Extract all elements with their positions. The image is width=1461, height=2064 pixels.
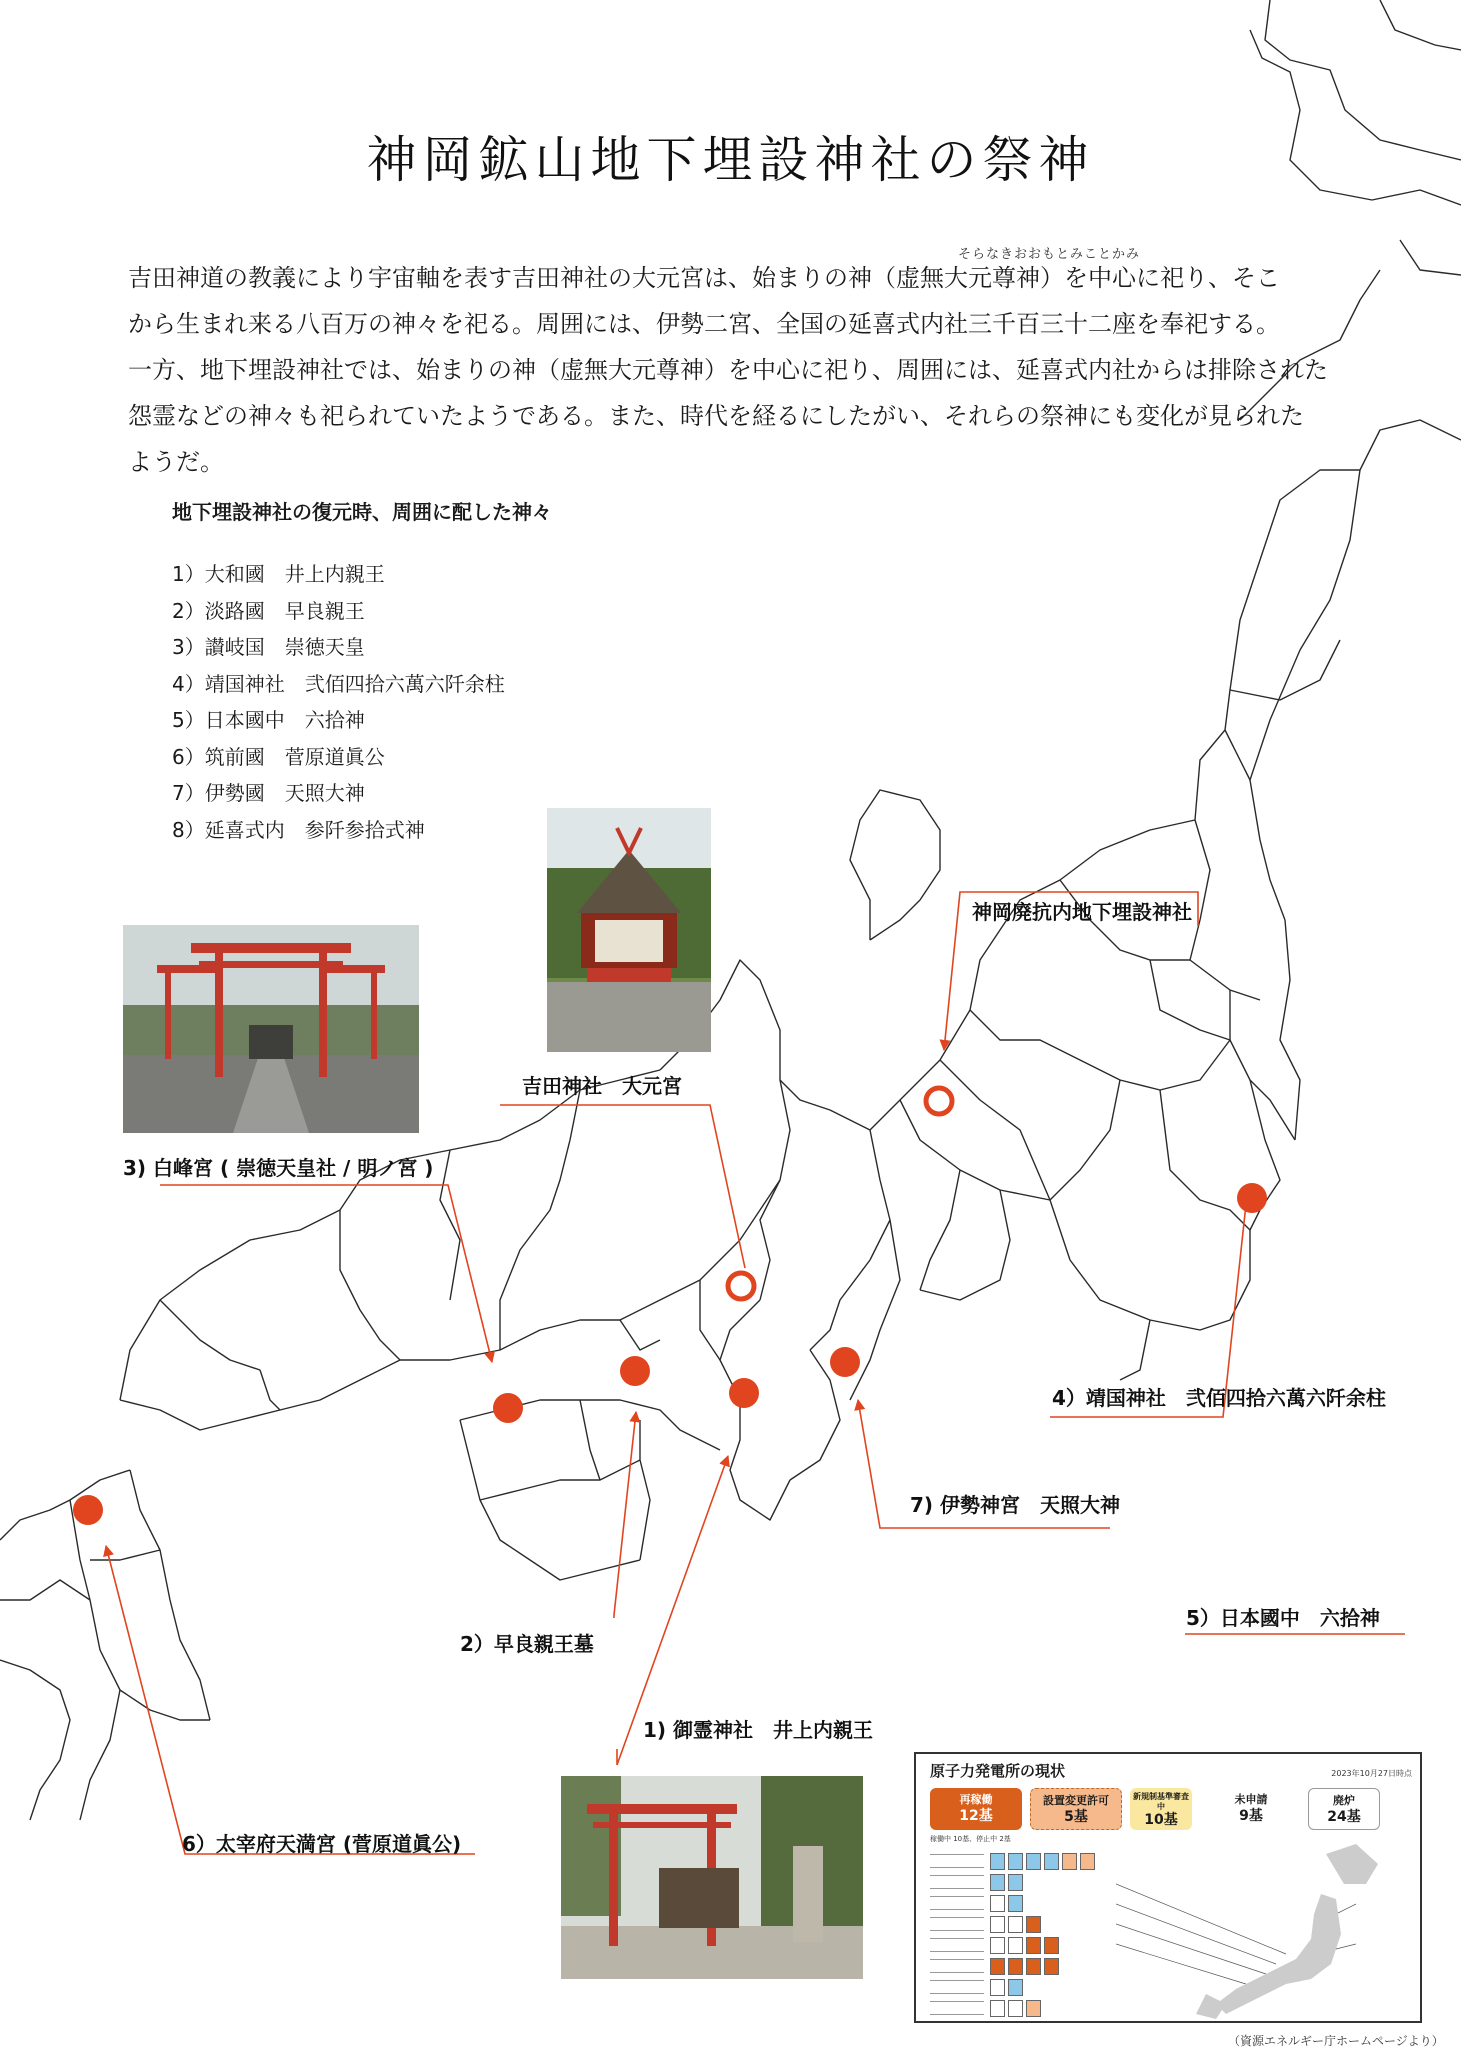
marker-dazaifu <box>73 1495 103 1525</box>
marker-sawara <box>620 1356 650 1386</box>
label-nihon: 5）日本國中 六拾神 <box>1186 1606 1380 1630</box>
intro-line: から生まれ来る八百万の神々を祀る。周囲には、伊勢二宮、全国の延喜式内社三千百三十二座を奉祀する。 <box>128 310 1280 338</box>
npp-category-unapplied: 未申請 9基 <box>1234 1793 1268 1824</box>
label-yasukuni: 4）靖国神社 弐佰四拾六萬六阡余柱 <box>1052 1386 1386 1410</box>
list-item: 4）靖国神社 弐佰四拾六萬六阡余柱 <box>172 671 505 696</box>
npp-title: 原子力発電所の現状 <box>930 1762 1066 1780</box>
label-ise: 7) 伊勢神宮 天照大神 <box>910 1493 1121 1517</box>
npp-status-figure <box>914 1752 1422 2023</box>
list-item: 6）筑前國 菅原道眞公 <box>172 744 385 769</box>
deity-list-title: 地下埋設神社の復元時、周囲に配した神々 <box>172 500 552 524</box>
list-item: 3）讃岐国 崇徳天皇 <box>172 635 365 659</box>
npp-category-decommission: 廃炉 24基 <box>1308 1788 1380 1830</box>
marker-yoshida <box>728 1273 754 1299</box>
npp-category-approved: 設置変更許可 5基 <box>1030 1788 1122 1830</box>
marker-kamioka <box>926 1088 952 1114</box>
photo-shiramine <box>123 925 419 1133</box>
intro-line: 吉田神道の教義により宇宙軸を表す吉田神社の大元宮は、始まりの神（虚無大元尊神）を中心に祀り、そこ <box>128 264 1280 292</box>
source-credit: （資源エネルギー庁ホームページより） <box>1228 2034 1444 2048</box>
label-goryo: 1) 御霊神社 井上内親王 <box>643 1718 874 1742</box>
marker-ise <box>830 1347 860 1377</box>
list-item: 1）大和國 井上内親王 <box>172 562 385 586</box>
marker-yasukuni <box>1237 1183 1267 1213</box>
npp-subnote: 稼働中 10基、停止中 2基 <box>930 1835 1011 1843</box>
label-dazaifu: 6）太宰府天満宮 (菅原道眞公) <box>182 1832 462 1856</box>
intro-text <box>128 255 1368 485</box>
npp-category-restarted: 再稼働 12基 <box>930 1788 1022 1830</box>
photo-goryo <box>561 1776 863 1979</box>
intro-line: 怨霊などの神々も祀られていたようである。また、時代を経るにしたがい、それらの祭神にも変化が見られた <box>128 402 1304 430</box>
label-yoshida: 吉田神社 大元宮 <box>522 1074 682 1098</box>
photo-yoshida-daigengu <box>547 808 711 1052</box>
list-item: 5）日本國中 六拾神 <box>172 708 365 732</box>
deity-list <box>172 556 505 848</box>
list-item: 8）延喜式内 参阡参拾式神 <box>172 817 425 842</box>
npp-category-review: 新規制基準審査中 10基 <box>1130 1788 1192 1830</box>
npp-plant-rows <box>930 1852 1110 2023</box>
npp-japan-minimap <box>1116 1844 1416 2019</box>
marker-goryo <box>729 1378 759 1408</box>
list-item: 2）淡路國 早良親王 <box>172 598 365 623</box>
page-title: 神岡鉱山地下埋設神社の祭神 <box>366 131 1095 189</box>
list-item: 7）伊勢國 天照大神 <box>172 781 365 805</box>
intro-line: 一方、地下埋設神社では、始まりの神（虚無大元尊神）を中心に祀り、周囲には、延喜式内社からは排除された <box>128 356 1328 384</box>
label-sawara: 2）早良親王墓 <box>460 1632 594 1656</box>
label-kamioka: 神岡廃抗内地下埋設神社 <box>972 900 1192 924</box>
intro-ruby: そらなきおおもとみことかみ <box>958 247 1141 262</box>
label-shiramine: 3) 白峰宮 ( 崇徳天皇社 / 明ノ宮 ) <box>123 1156 434 1180</box>
npp-date: 2023年10月27日時点 <box>1331 1769 1412 1778</box>
marker-shiramine <box>493 1393 523 1423</box>
intro-line: ようだ。 <box>128 448 224 476</box>
